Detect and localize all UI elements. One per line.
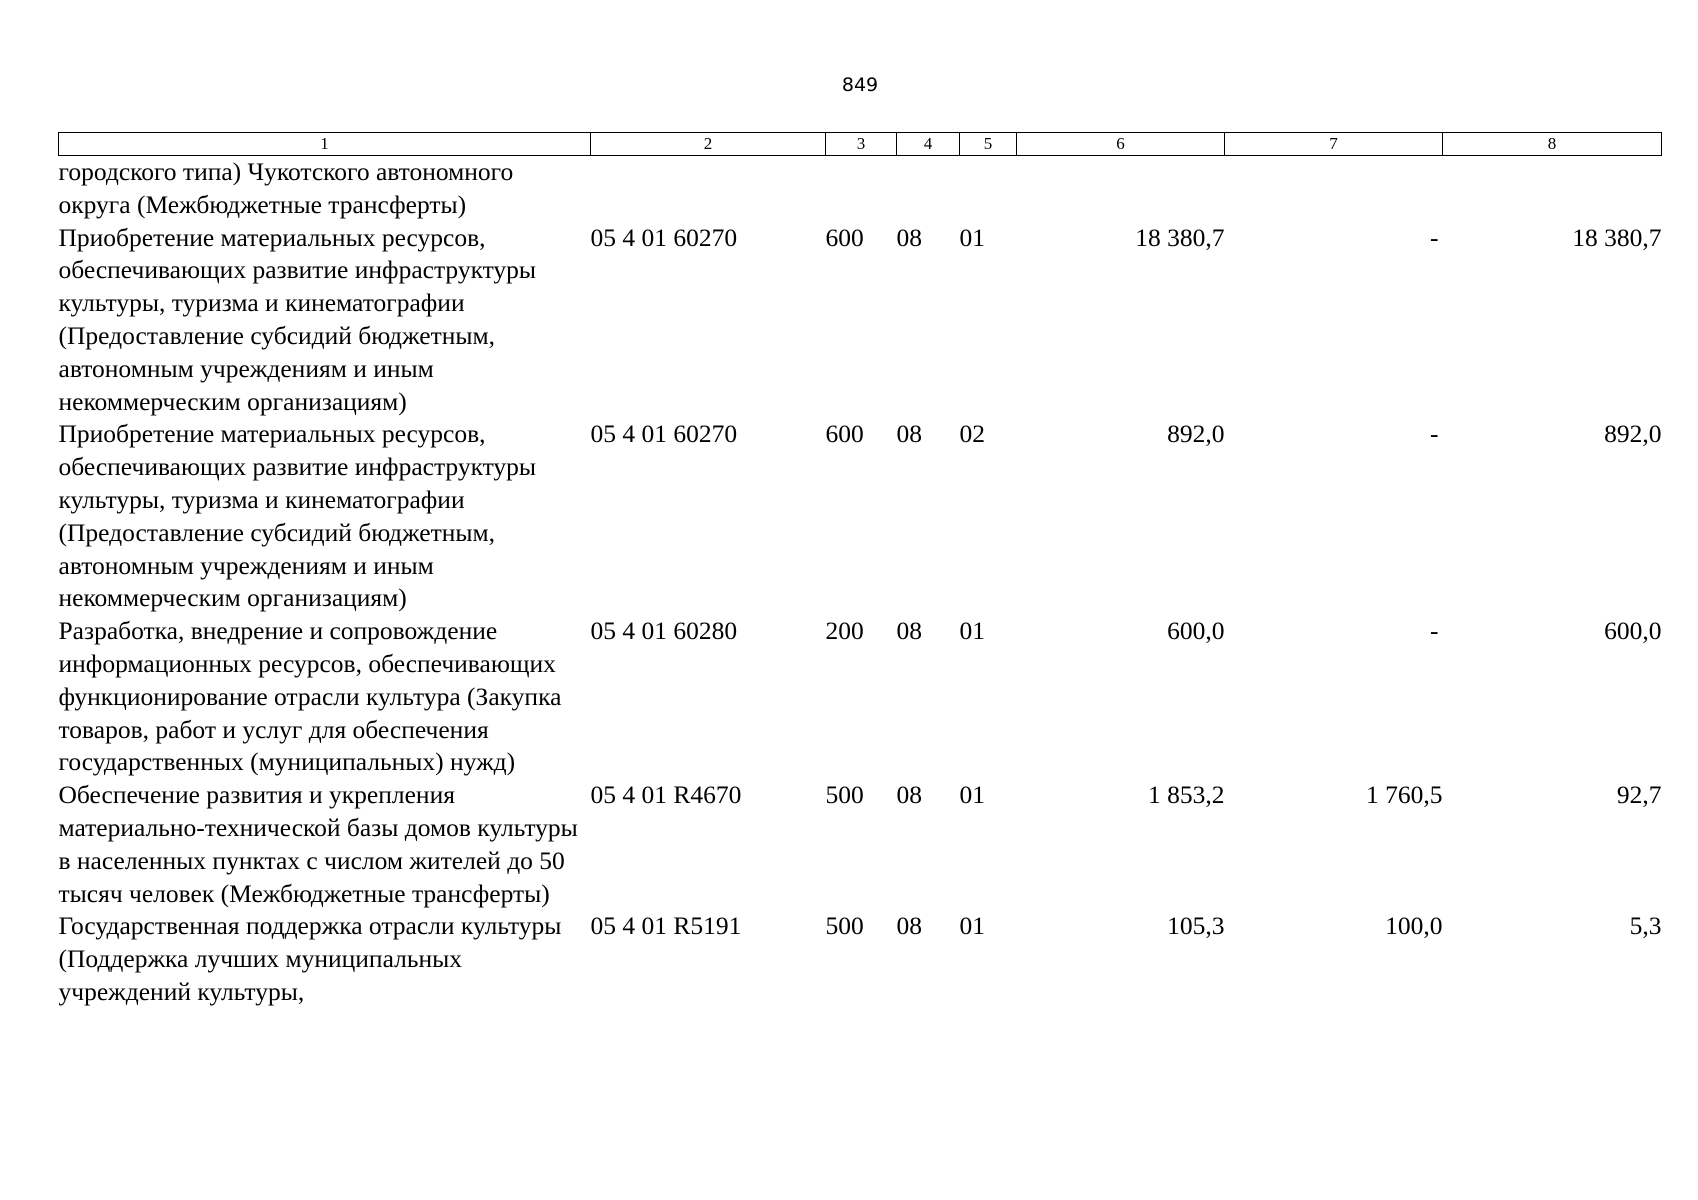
row-total: 18 380,7	[1135, 222, 1225, 252]
row-code: 05 4 01 60270	[590, 419, 738, 449]
row-pr: 01	[959, 222, 985, 252]
row-total: 892,0	[1167, 419, 1225, 449]
row-vr: 500	[825, 780, 864, 810]
row-name: городского типа) Чукотского автономного округа (Межбюджетные трансферты)	[58, 157, 514, 219]
column-header-3: 3	[826, 133, 897, 156]
table-row	[59, 615, 1662, 779]
row-rz: 08	[896, 419, 922, 449]
row-code: 05 4 01 R4670	[590, 780, 742, 810]
page-number: 849	[841, 74, 879, 96]
row-fed: 1 760,5	[1366, 780, 1443, 810]
row-rz: 08	[896, 911, 922, 941]
row-code: 05 4 01 R5191	[590, 911, 742, 941]
table-row	[59, 156, 1662, 222]
row-name: Разработка, внедрение и сопровождение информационных ресурсов, обеспечивающих функционирование отрасли культура (Закупка товаров, работ и услуг для обеспечения государственных (муниципальных) нужд)	[58, 616, 562, 777]
row-vr: 600	[825, 419, 864, 449]
table-row	[59, 779, 1662, 910]
row-pr: 01	[959, 911, 985, 941]
row-rz	[897, 156, 960, 222]
table-header	[59, 133, 1662, 156]
budget-table	[58, 132, 1662, 1009]
row-fed: -	[1430, 419, 1439, 449]
row-pr: 02	[959, 419, 985, 449]
row-code	[591, 156, 826, 222]
row-pr: 01	[959, 616, 985, 646]
row-rz: 08	[896, 222, 922, 252]
row-rz: 08	[896, 780, 922, 810]
column-header-7: 7	[1225, 133, 1443, 156]
row-total	[1017, 156, 1225, 222]
row-fed: -	[1430, 616, 1439, 646]
row-reg: 600,0	[1604, 616, 1662, 646]
row-name: Приобретение материальных ресурсов, обеспечивающих развитие инфраструктуры культуры, туризма и кинематографии (Предоставление субсидий бюджетным, автономным учреждениям и иным некоммерческим организациям)	[58, 419, 537, 613]
table-row	[59, 418, 1662, 615]
row-vr	[826, 156, 897, 222]
row-name: Государственная поддержка отрасли культуры (Поддержка лучших муниципальных учреждений культуры,	[58, 911, 562, 1006]
column-header-2: 2	[591, 133, 826, 156]
row-vr: 200	[825, 616, 864, 646]
column-number-row	[59, 133, 1662, 156]
row-total: 1 853,2	[1148, 780, 1225, 810]
row-reg: 92,7	[1616, 780, 1662, 810]
row-code: 05 4 01 60280	[590, 616, 738, 646]
row-fed: -	[1430, 222, 1439, 252]
column-header-4: 4	[897, 133, 960, 156]
row-rz: 08	[896, 616, 922, 646]
table-row	[59, 910, 1662, 1008]
column-header-5: 5	[960, 133, 1017, 156]
row-total: 600,0	[1167, 616, 1225, 646]
row-reg	[1443, 156, 1662, 222]
row-total: 105,3	[1167, 911, 1225, 941]
row-fed	[1225, 156, 1443, 222]
row-fed: 100,0	[1385, 911, 1443, 941]
row-name: Обеспечение развития и укрепления материально-технической базы домов культуры в населенных пунктах с числом жителей до 50 тысяч человек (Межбюджетные трансферты)	[58, 780, 578, 908]
row-pr	[960, 156, 1017, 222]
row-code: 05 4 01 60270	[590, 222, 738, 252]
table-row	[59, 222, 1662, 419]
table-body	[59, 156, 1662, 1009]
row-vr: 600	[825, 222, 864, 252]
row-reg: 5,3	[1629, 911, 1662, 941]
column-header-1: 1	[59, 133, 591, 156]
column-header-6: 6	[1017, 133, 1225, 156]
row-pr: 01	[959, 780, 985, 810]
column-header-8: 8	[1443, 133, 1662, 156]
row-vr: 500	[825, 911, 864, 941]
row-name: Приобретение материальных ресурсов, обеспечивающих развитие инфраструктуры культуры, туризма и кинематографии (Предоставление субсидий бюджетным, автономным учреждениям и иным некоммерческим организациям)	[58, 222, 537, 416]
row-reg: 892,0	[1604, 419, 1662, 449]
row-reg: 18 380,7	[1572, 222, 1662, 252]
